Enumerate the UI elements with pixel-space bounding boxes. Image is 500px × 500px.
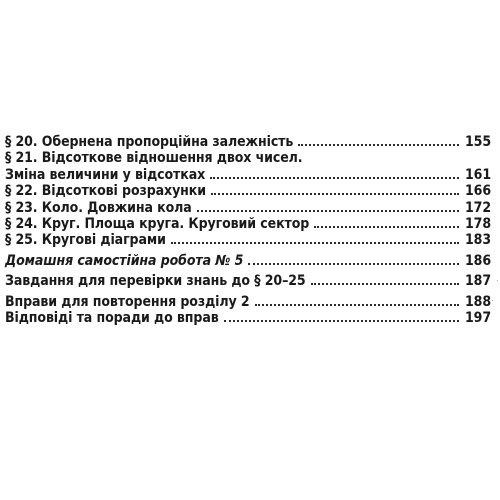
toc-entry-page-number: 188 — [465, 293, 491, 310]
toc-entry-title: § 24. Круг. Площа круга. Круговий сектор — [5, 215, 310, 232]
toc-entry — [5, 150, 491, 166]
toc-entry-title: Вправи для повторення розділу 2 — [5, 293, 250, 310]
toc-entry-page-number: 178 — [465, 215, 491, 232]
toc-entry — [5, 200, 491, 216]
toc-entry — [5, 310, 491, 326]
toc-entry-title: Відповіді та поради до вправ — [5, 309, 219, 326]
dot-leader — [210, 177, 459, 179]
toc-entry-page-number: 197 — [465, 309, 491, 326]
toc-entry-title: Домашня самостійна робота № 5 — [5, 252, 244, 269]
toc-entry-title: Зміна величини у відсотках — [5, 166, 206, 183]
toc-entry-page-number: 183 — [465, 232, 491, 249]
toc-entry-page-number: 161 — [465, 166, 491, 183]
toc-entry-title: § 23. Коло. Довжина кола — [5, 199, 192, 216]
toc-entry — [5, 273, 491, 289]
scan-speck — [497, 280, 498, 281]
scan-speck — [492, 300, 493, 301]
toc-entry-page-number: 186 — [465, 252, 491, 269]
toc-entry-title: § 21. Відсоткове відношення двох чисел. — [5, 150, 303, 167]
dot-leader — [171, 242, 459, 244]
toc-entry — [5, 134, 491, 150]
toc-entry — [5, 216, 491, 232]
dot-leader — [298, 144, 459, 146]
dot-leader — [224, 320, 459, 322]
toc-entry-title: § 22. Відсоткові розрахунки — [5, 183, 206, 200]
toc-entry-title: § 20. Обернена пропорційна залежність — [5, 134, 294, 150]
toc-entry-page-number: 166 — [465, 183, 491, 200]
toc-entry — [5, 183, 491, 199]
dot-leader — [314, 226, 459, 228]
toc-entry — [5, 232, 491, 248]
dot-leader — [211, 193, 459, 195]
table-of-contents — [5, 134, 491, 326]
toc-entry-page-number: 187 — [465, 273, 491, 290]
dot-leader — [311, 283, 459, 285]
toc-entry — [5, 167, 491, 183]
dot-leader — [255, 304, 459, 306]
dot-leader — [197, 210, 459, 212]
toc-entry — [5, 294, 491, 310]
dot-leader — [248, 263, 459, 265]
toc-entry-title: Завдання для перевірки знань до § 20–25 — [5, 273, 306, 290]
toc-entry — [5, 253, 491, 269]
toc-entry-title: § 25. Кругові діаграми — [5, 232, 166, 249]
toc-entry-page-number: 172 — [465, 199, 491, 216]
toc-entry-page-number: 155 — [465, 134, 491, 150]
